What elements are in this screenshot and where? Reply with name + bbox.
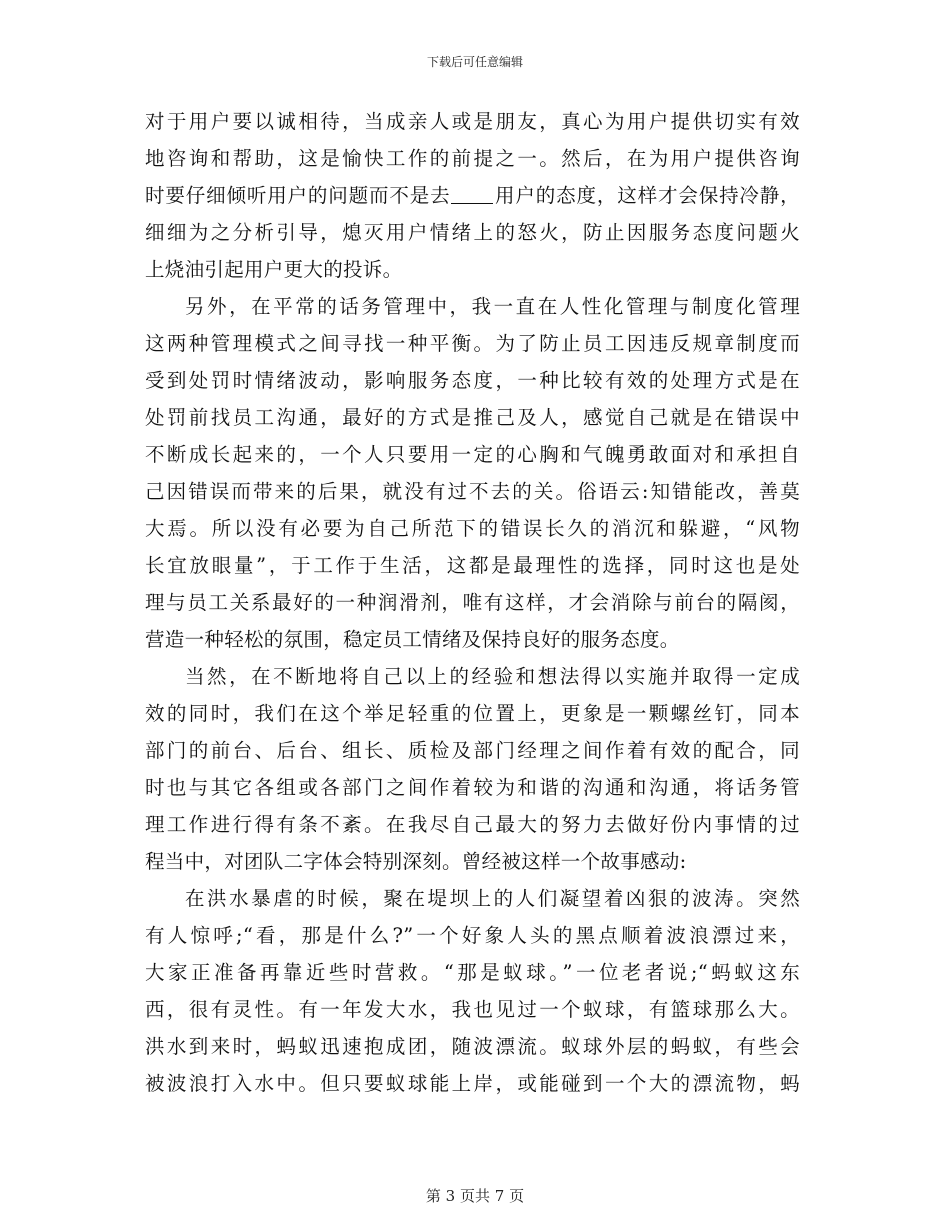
text-line: 被波浪打入水中。但只要蚁球能上岸，或能碰到一个大的漂流物，蚂 xyxy=(145,1072,800,1095)
text-line: 有人惊呼;“看，那是什么?”一个好象人头的黑点顺着波浪漂过来， xyxy=(145,924,800,947)
text-line: 不断成长起来的，一个人只要用一定的心胸和气魄勇敢面对和承担自 xyxy=(145,443,800,466)
text-line: 洪水到来时，蚂蚁迅速抱成团，随波漂流。蚁球外层的蚂蚁，有些会 xyxy=(145,1035,800,1058)
text-line: 当然，在不断地将自己以上的经验和想法得以实施并取得一定成 xyxy=(185,665,800,688)
text-line: 大家正准备再靠近些时营救。“那是蚁球。”一位老者说;“蚂蚁这东 xyxy=(145,961,800,984)
text-line: 部门的前台、后台、组长、质检及部门经理之间作着有效的配合，同 xyxy=(145,739,800,762)
text-segment: 时要仔细倾听用户的问题而不是去 xyxy=(145,184,451,207)
paragraph-2 xyxy=(145,288,800,658)
page-header: 下载后可任意编辑 xyxy=(426,55,523,69)
paragraph-1 xyxy=(145,103,800,288)
text-line: 处罚前找员工沟通，最好的方式是推己及人，感觉自己就是在错误中 xyxy=(145,406,800,429)
text-line: 在洪水暴虐的时候，聚在堤坝上的人们凝望着凶狠的波涛。突然 xyxy=(185,887,800,910)
text-line: 受到处罚时情绪波动，影响服务态度，一种比较有效的处理方式是在 xyxy=(145,369,800,392)
text-line: 这两种管理模式之间寻找一种平衡。为了防止员工因违反规章制度而 xyxy=(145,332,800,355)
text-line: 对于用户要以诚相待，当成亲人或是朋友，真心为用户提供切实有效 xyxy=(145,110,800,133)
text-line: 时也与其它各组或各部门之间作着较为和谐的沟通和沟通，将话务管 xyxy=(145,776,800,799)
text-line: 地咨询和帮助，这是愉快工作的前提之一。然后，在为用户提供咨询 xyxy=(145,147,800,170)
paragraph-3 xyxy=(145,658,800,880)
text-line: 上烧油引起用户更大的投诉。 xyxy=(145,258,403,281)
page-footer: 第 3 页共 7 页 xyxy=(425,1187,525,1205)
document-body xyxy=(145,103,800,1102)
text-line: 西，很有灵性。有一年发大水，我也见过一个蚁球，有篮球那么大。 xyxy=(145,998,800,1021)
text-line: 理工作进行得有条不紊。在我尽自己最大的努力去做好份内事情的过 xyxy=(145,813,800,836)
text-line: 理与员工关系最好的一种润滑剂，唯有这样，才会消除与前台的隔阂， xyxy=(145,591,800,614)
text-line: 大焉。所以没有必要为自己所范下的错误长久的消沉和躲避，“风物 xyxy=(145,517,800,540)
text-line: 细细为之分析引导，熄灭用户情绪上的怒火，防止因服务态度问题火 xyxy=(145,221,800,244)
paragraph-4 xyxy=(145,880,800,1102)
fill-in-blank xyxy=(451,202,493,204)
text-line-with-blank xyxy=(145,177,800,214)
text-segment: 用户的态度，这样才会保持冷静， xyxy=(494,184,800,207)
text-line: 效的同时，我们在这个举足轻重的位置上，更象是一颗螺丝钉，同本 xyxy=(145,702,800,725)
text-line: 己因错误而带来的后果，就没有过不去的关。俗语云:知错能改，善莫 xyxy=(145,480,800,503)
text-line: 另外，在平常的话务管理中，我一直在人性化管理与制度化管理 xyxy=(185,295,800,318)
text-line: 长宜放眼量”，于工作于生活，这都是最理性的选择，同时这也是处 xyxy=(145,554,800,577)
text-line: 营造一种轻松的氛围，稳定员工情绪及保持良好的服务态度。 xyxy=(145,628,680,651)
text-line: 程当中，对团队二字体会特别深刻。曾经被这样一个故事感动: xyxy=(145,850,687,873)
